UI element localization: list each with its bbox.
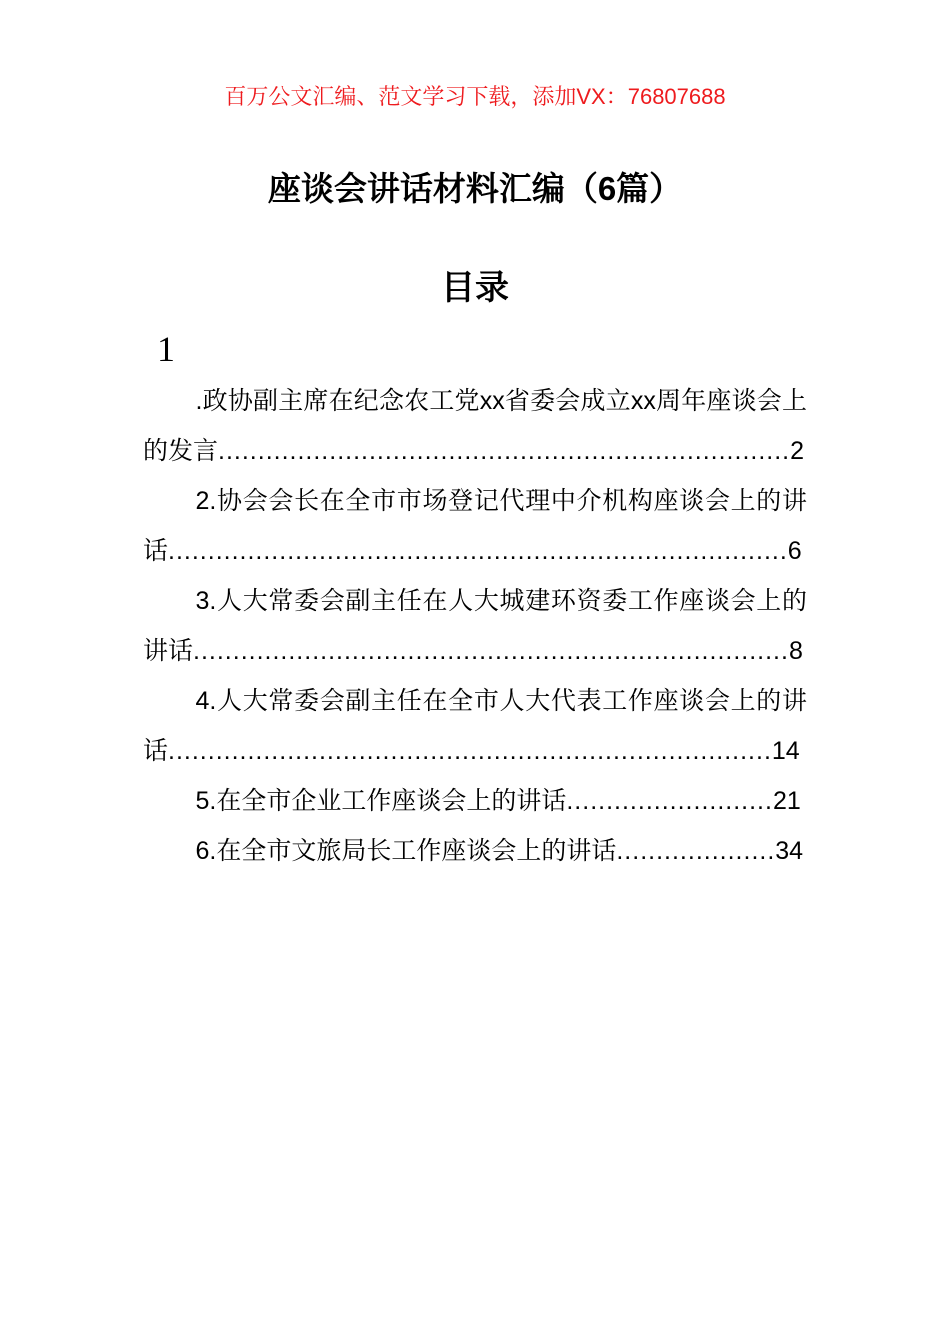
toc-entry-title: 6.在全市文旅局长工作座谈会上的讲话 bbox=[195, 837, 617, 865]
promo-notice: 百万公文汇编、范文学习下载，添加VX：76807688 bbox=[224, 84, 726, 109]
toc-entry-title: 3.人大常委会副主任在人大城建环资委工作座谈会上的讲话 bbox=[143, 587, 807, 665]
toc-leader-dots: ........................................................................ bbox=[218, 437, 791, 465]
toc-entry-title: .政协副主席在纪念农工党xx省委会成立xx周年座谈会上的发言 bbox=[143, 387, 807, 465]
toc-entry-title: 5.在全市企业工作座谈会上的讲话 bbox=[195, 787, 567, 815]
toc-leader-dots: .................... bbox=[616, 837, 776, 865]
toc-leader-dots: ........................................................................... bbox=[193, 637, 789, 665]
toc-entry-5[interactable] bbox=[143, 776, 807, 826]
document-title: 座谈会讲话材料汇编（6篇） bbox=[267, 170, 683, 207]
toc-entry-title: 4.人大常委会副主任在全市人大代表工作座谈会上的讲话 bbox=[143, 687, 807, 765]
toc-entry-title: 2.协会会长在全市市场登记代理中介机构座谈会上的讲话 bbox=[143, 487, 807, 565]
toc-entry-1[interactable] bbox=[143, 376, 807, 476]
toc-leader-dots: .............................................................................. bbox=[168, 537, 788, 565]
toc-heading: 目录 bbox=[441, 269, 509, 307]
toc-page-number: 2 bbox=[790, 437, 805, 465]
toc-entry-3[interactable] bbox=[143, 576, 807, 676]
toc-page-number: 8 bbox=[788, 637, 803, 665]
toc-orphan-number: 1 bbox=[157, 329, 175, 369]
toc-entry-6[interactable] bbox=[143, 826, 807, 876]
toc-entry-2[interactable] bbox=[143, 476, 807, 576]
table-of-contents bbox=[143, 322, 807, 876]
toc-leader-dots: ............................................................................ bbox=[168, 737, 772, 765]
toc-page-number: 6 bbox=[787, 537, 802, 565]
toc-leader-dots: .......................... bbox=[566, 787, 773, 815]
toc-entry-4[interactable] bbox=[143, 676, 807, 776]
toc-page-number: 21 bbox=[772, 787, 801, 815]
toc-page-number: 34 bbox=[775, 837, 804, 865]
toc-page-number: 14 bbox=[771, 737, 800, 765]
